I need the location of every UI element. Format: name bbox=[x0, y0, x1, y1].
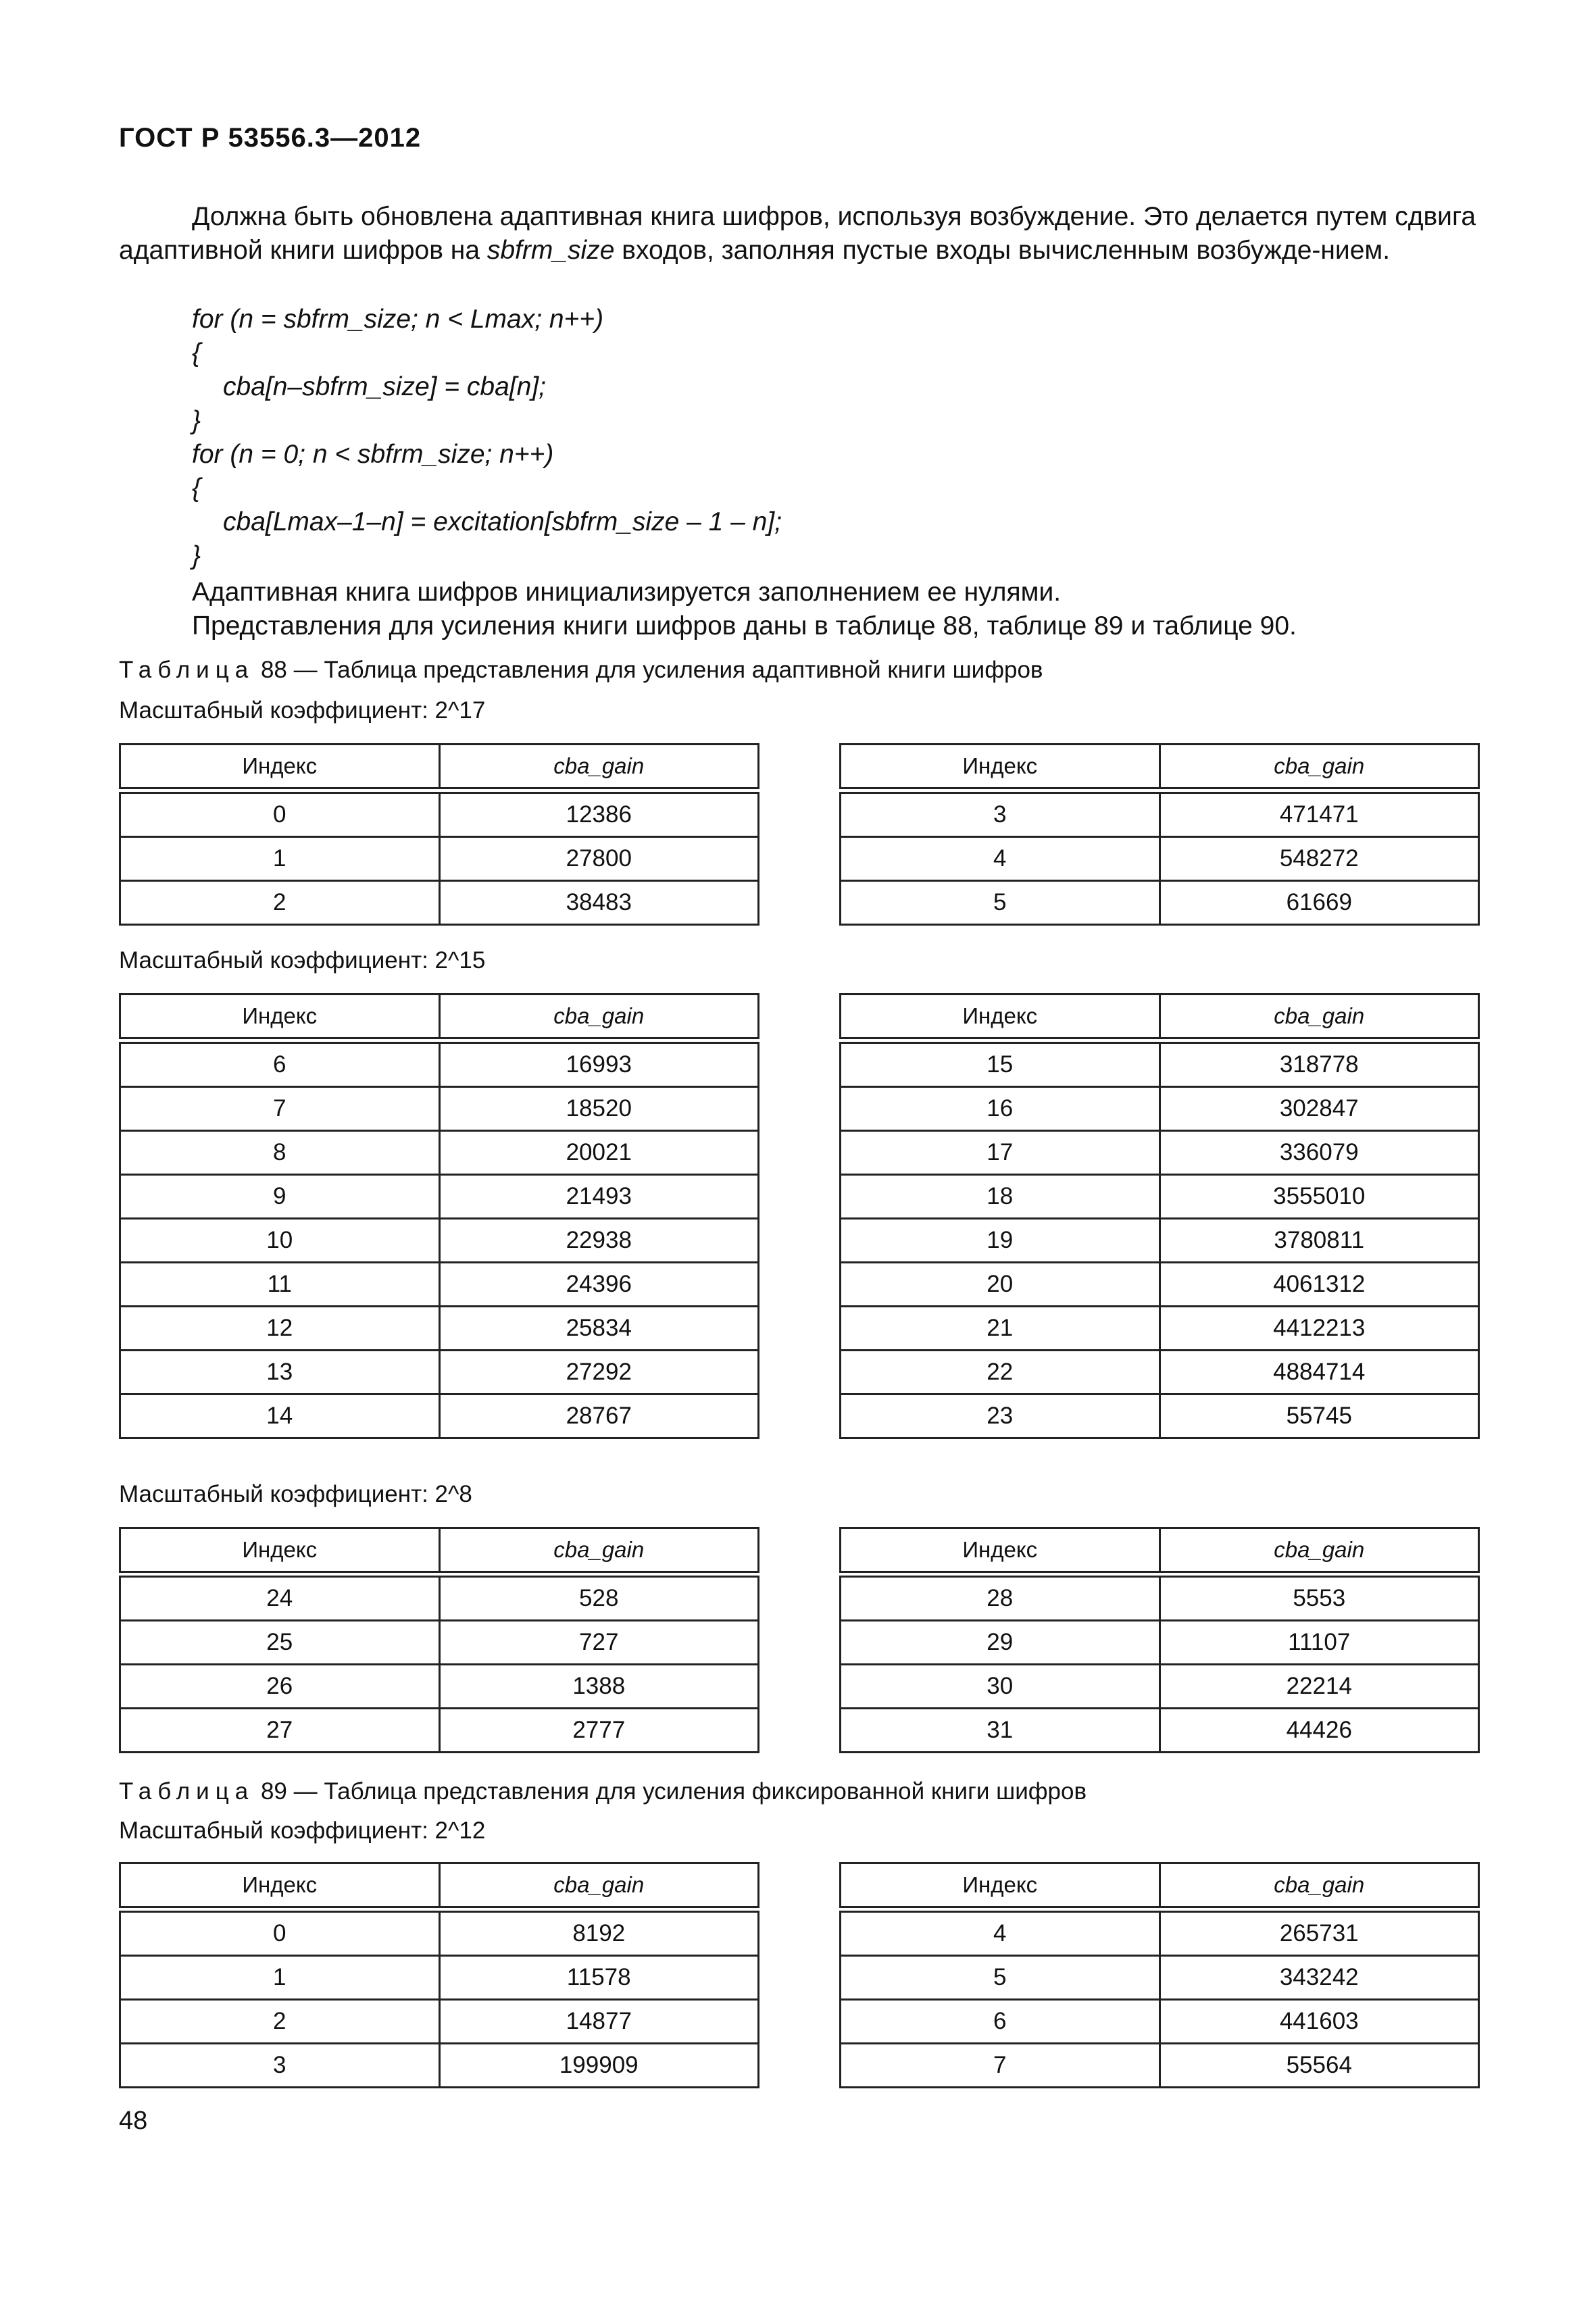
table-row bbox=[841, 1175, 1479, 1219]
scale-label-2-15: Масштабный коэффициент: 2^15 bbox=[119, 947, 486, 974]
table-2-12-left bbox=[119, 1862, 759, 2088]
table-2-15-right bbox=[839, 993, 1480, 1439]
gain-cell: 21493 bbox=[439, 1175, 759, 1219]
table-row bbox=[120, 1087, 759, 1131]
table-row bbox=[120, 1956, 759, 2000]
table89-caption-word: Таблица bbox=[119, 1778, 255, 1805]
gain-cell: 528 bbox=[439, 1574, 759, 1621]
table-row bbox=[841, 1263, 1479, 1307]
table-2-8-right bbox=[839, 1527, 1480, 1753]
table89-caption bbox=[119, 1777, 1087, 1807]
table-row bbox=[120, 1263, 759, 1307]
index-cell: 7 bbox=[841, 2044, 1160, 2088]
table-2-8-left bbox=[119, 1527, 759, 1753]
table-row bbox=[120, 2044, 759, 2088]
gain-cell: 11107 bbox=[1159, 1621, 1479, 1665]
index-cell: 8 bbox=[120, 1131, 440, 1175]
scale-label-2-12: Масштабный коэффициент: 2^12 bbox=[119, 1817, 486, 1844]
index-cell: 14 bbox=[120, 1394, 440, 1438]
index-cell: 22 bbox=[841, 1351, 1160, 1394]
table-header-row bbox=[841, 1863, 1479, 1910]
table-row bbox=[120, 1665, 759, 1709]
gain-cell: 12386 bbox=[439, 790, 759, 837]
table-2-17-right bbox=[839, 743, 1480, 926]
table-row bbox=[841, 790, 1479, 837]
table-row bbox=[120, 1709, 759, 1753]
refs-paragraph: Представления для усиления книги шифров даны в таблице 88, таблице 89 и таблице 90. bbox=[192, 611, 1297, 640]
table-row bbox=[120, 790, 759, 837]
table-row bbox=[120, 1040, 759, 1087]
index-cell: 3 bbox=[841, 790, 1160, 837]
gain-cell: 265731 bbox=[1159, 1909, 1479, 1956]
gain-cell: 22938 bbox=[439, 1219, 759, 1263]
table-row bbox=[120, 1574, 759, 1621]
table-header-row bbox=[841, 995, 1479, 1041]
index-cell: 5 bbox=[841, 1956, 1160, 2000]
index-cell: 10 bbox=[120, 1219, 440, 1263]
table-2-15-left bbox=[119, 993, 759, 1439]
table-header-row bbox=[120, 745, 759, 791]
document-header: ГОСТ Р 53556.3—2012 bbox=[119, 123, 422, 153]
code-line-5: for (n = 0; n < sbfrm_size; n++) bbox=[192, 440, 554, 469]
index-cell: 2 bbox=[120, 2000, 440, 2044]
table-row bbox=[120, 837, 759, 881]
index-cell: 7 bbox=[120, 1087, 440, 1131]
intro-var: sbfrm_size bbox=[487, 236, 615, 265]
gain-cell: 44426 bbox=[1159, 1709, 1479, 1753]
index-cell: 21 bbox=[841, 1307, 1160, 1351]
table-row bbox=[841, 1307, 1479, 1351]
index-column-header: Индекс bbox=[841, 995, 1160, 1041]
table-row bbox=[841, 1131, 1479, 1175]
gain-cell: 1388 bbox=[439, 1665, 759, 1709]
page-number: 48 bbox=[119, 2107, 148, 2135]
gain-cell: 27292 bbox=[439, 1351, 759, 1394]
index-cell: 1 bbox=[120, 1956, 440, 2000]
table-row bbox=[120, 1394, 759, 1438]
index-column-header: Индекс bbox=[120, 995, 440, 1041]
index-cell: 13 bbox=[120, 1351, 440, 1394]
init-paragraph: Адаптивная книга шифров инициализируется заполнением ее нулями. bbox=[192, 578, 1062, 607]
index-column-header: Индекс bbox=[120, 1528, 440, 1575]
table-row bbox=[120, 1307, 759, 1351]
gain-cell: 14877 bbox=[439, 2000, 759, 2044]
table-row bbox=[841, 837, 1479, 881]
gain-cell: 24396 bbox=[439, 1263, 759, 1307]
table-row bbox=[841, 1665, 1479, 1709]
table-row bbox=[841, 1909, 1479, 1956]
code-line-4: } bbox=[192, 406, 201, 435]
table-2-17-left bbox=[119, 743, 759, 926]
gain-column-header: cba_gain bbox=[439, 1528, 759, 1575]
code-line-8: } bbox=[192, 541, 201, 570]
table-row bbox=[120, 1909, 759, 1956]
gain-cell: 4412213 bbox=[1159, 1307, 1479, 1351]
index-cell: 28 bbox=[841, 1574, 1160, 1621]
table-row bbox=[841, 1621, 1479, 1665]
gain-cell: 16993 bbox=[439, 1040, 759, 1087]
gain-cell: 27800 bbox=[439, 837, 759, 881]
gain-cell: 38483 bbox=[439, 881, 759, 925]
table-header-row bbox=[841, 1528, 1479, 1575]
table-row bbox=[841, 1087, 1479, 1131]
table88-caption bbox=[119, 655, 1043, 685]
gain-cell: 199909 bbox=[439, 2044, 759, 2088]
index-cell: 4 bbox=[841, 837, 1160, 881]
gain-cell: 4884714 bbox=[1159, 1351, 1479, 1394]
gain-cell: 61669 bbox=[1159, 881, 1479, 925]
intro-paragraph bbox=[119, 200, 1477, 268]
table-row bbox=[841, 1040, 1479, 1087]
intro-text-1: Должна быть обновлена адаптивная книга шифров, используя возбуждение. Это делается путем сдвига адаптивной книги шифров на bbox=[119, 202, 1476, 265]
table-row bbox=[120, 1219, 759, 1263]
gain-column-header: cba_gain bbox=[439, 1863, 759, 1910]
index-column-header: Индекс bbox=[841, 1528, 1160, 1575]
index-cell: 24 bbox=[120, 1574, 440, 1621]
table-header-row bbox=[120, 995, 759, 1041]
table-row bbox=[841, 2044, 1479, 2088]
gain-column-header: cba_gain bbox=[439, 745, 759, 791]
table-row bbox=[120, 881, 759, 925]
table-row bbox=[120, 1131, 759, 1175]
index-cell: 5 bbox=[841, 881, 1160, 925]
index-cell: 20 bbox=[841, 1263, 1160, 1307]
table-row bbox=[841, 1956, 1479, 2000]
index-cell: 23 bbox=[841, 1394, 1160, 1438]
table89-caption-text: 89 — Таблица представления для усиления фиксированной книги шифров bbox=[254, 1778, 1087, 1805]
table-row bbox=[841, 881, 1479, 925]
code-line-1: for (n = sbfrm_size; n < Lmax; n++) bbox=[192, 305, 604, 334]
index-cell: 17 bbox=[841, 1131, 1160, 1175]
gain-cell: 18520 bbox=[439, 1087, 759, 1131]
table-row bbox=[841, 1394, 1479, 1438]
table-2-12-right bbox=[839, 1862, 1480, 2088]
table-row bbox=[841, 1351, 1479, 1394]
gain-cell: 20021 bbox=[439, 1131, 759, 1175]
table88-caption-text: 88 — Таблица представления для усиления адаптивной книги шифров bbox=[254, 657, 1043, 683]
intro-text-2: входов, заполняя пустые входы вычисленным возбужде-нием. bbox=[614, 236, 1391, 265]
table-row bbox=[120, 1621, 759, 1665]
index-cell: 15 bbox=[841, 1040, 1160, 1087]
gain-cell: 441603 bbox=[1159, 2000, 1479, 2044]
gain-cell: 22214 bbox=[1159, 1665, 1479, 1709]
gain-cell: 5553 bbox=[1159, 1574, 1479, 1621]
table-row bbox=[841, 1709, 1479, 1753]
table-header-row bbox=[120, 1528, 759, 1575]
gain-cell: 727 bbox=[439, 1621, 759, 1665]
table-row bbox=[841, 1219, 1479, 1263]
gain-cell: 302847 bbox=[1159, 1087, 1479, 1131]
index-cell: 4 bbox=[841, 1909, 1160, 1956]
code-line-6: { bbox=[192, 474, 201, 503]
index-cell: 29 bbox=[841, 1621, 1160, 1665]
gain-cell: 471471 bbox=[1159, 790, 1479, 837]
table-row bbox=[120, 1175, 759, 1219]
gain-cell: 343242 bbox=[1159, 1956, 1479, 2000]
index-cell: 12 bbox=[120, 1307, 440, 1351]
gain-cell: 55745 bbox=[1159, 1394, 1479, 1438]
table88-caption-word: Таблица bbox=[119, 657, 255, 683]
gain-cell: 55564 bbox=[1159, 2044, 1479, 2088]
gain-cell: 11578 bbox=[439, 1956, 759, 2000]
index-cell: 26 bbox=[120, 1665, 440, 1709]
index-cell: 2 bbox=[120, 881, 440, 925]
index-column-header: Индекс bbox=[120, 745, 440, 791]
gain-column-header: cba_gain bbox=[1159, 1528, 1479, 1575]
index-cell: 3 bbox=[120, 2044, 440, 2088]
gain-cell: 318778 bbox=[1159, 1040, 1479, 1087]
index-cell: 27 bbox=[120, 1709, 440, 1753]
index-column-header: Индекс bbox=[120, 1863, 440, 1910]
index-cell: 11 bbox=[120, 1263, 440, 1307]
table-header-row bbox=[841, 745, 1479, 791]
table-header-row bbox=[120, 1863, 759, 1910]
index-cell: 6 bbox=[120, 1040, 440, 1087]
gain-cell: 3780811 bbox=[1159, 1219, 1479, 1263]
gain-column-header: cba_gain bbox=[1159, 745, 1479, 791]
scale-label-2-17: Масштабный коэффициент: 2^17 bbox=[119, 697, 486, 724]
index-column-header: Индекс bbox=[841, 745, 1160, 791]
gain-cell: 4061312 bbox=[1159, 1263, 1479, 1307]
index-cell: 19 bbox=[841, 1219, 1160, 1263]
gain-cell: 336079 bbox=[1159, 1131, 1479, 1175]
gain-column-header: cba_gain bbox=[1159, 995, 1479, 1041]
gain-column-header: cba_gain bbox=[1159, 1863, 1479, 1910]
gain-cell: 2777 bbox=[439, 1709, 759, 1753]
gain-cell: 548272 bbox=[1159, 837, 1479, 881]
index-cell: 0 bbox=[120, 790, 440, 837]
index-cell: 30 bbox=[841, 1665, 1160, 1709]
index-column-header: Индекс bbox=[841, 1863, 1160, 1910]
index-cell: 1 bbox=[120, 837, 440, 881]
gain-cell: 25834 bbox=[439, 1307, 759, 1351]
index-cell: 18 bbox=[841, 1175, 1160, 1219]
index-cell: 0 bbox=[120, 1909, 440, 1956]
index-cell: 6 bbox=[841, 2000, 1160, 2044]
gain-column-header: cba_gain bbox=[439, 995, 759, 1041]
index-cell: 25 bbox=[120, 1621, 440, 1665]
index-cell: 31 bbox=[841, 1709, 1160, 1753]
gain-cell: 28767 bbox=[439, 1394, 759, 1438]
table-row bbox=[841, 2000, 1479, 2044]
table-row bbox=[120, 1351, 759, 1394]
code-line-2: { bbox=[192, 338, 201, 368]
gain-cell: 3555010 bbox=[1159, 1175, 1479, 1219]
code-line-7: cba[Lmax–1–n] = excitation[sbfrm_size – 1 – n]; bbox=[223, 507, 782, 536]
table-row bbox=[841, 1574, 1479, 1621]
gain-cell: 8192 bbox=[439, 1909, 759, 1956]
index-cell: 9 bbox=[120, 1175, 440, 1219]
scale-label-2-8: Масштабный коэффициент: 2^8 bbox=[119, 1481, 472, 1507]
code-line-3: cba[n–sbfrm_size] = cba[n]; bbox=[223, 372, 546, 401]
table-row bbox=[120, 2000, 759, 2044]
index-cell: 16 bbox=[841, 1087, 1160, 1131]
